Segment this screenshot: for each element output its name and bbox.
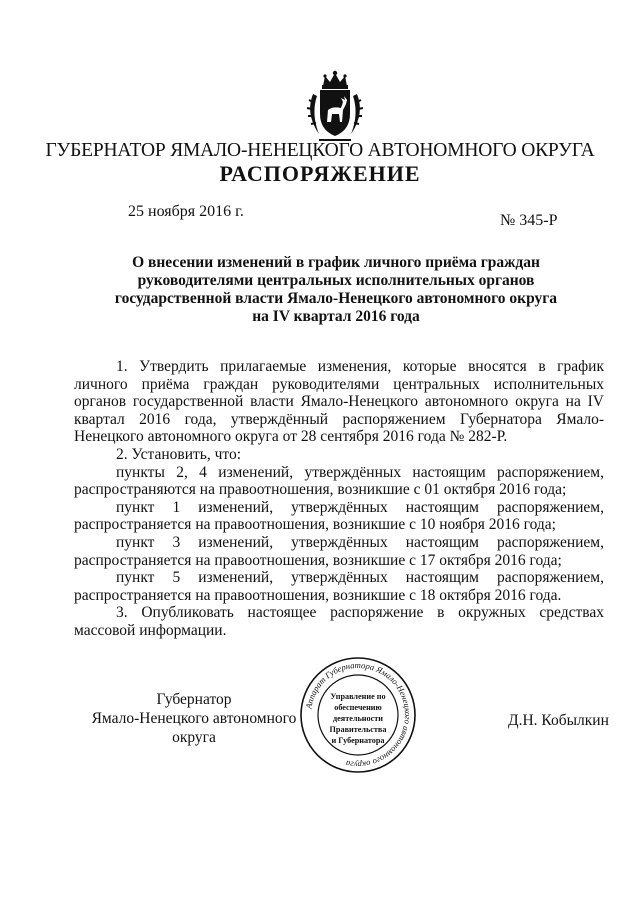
seal-text: и Губернатора (331, 736, 385, 745)
document-type: РАСПОРЯЖЕНИЕ (219, 161, 421, 186)
paragraph: 1. Утвердить прилагаемые изменения, которые вносятся в график личного приёма граждан руководителями центральных исполнительных органов государственной власти Ямало-Ненецкого автономного округа на IV квартал 2016 года, утверждённый распоряжением Губернатора Ямало-Ненецкого автономного округа от 28 сентября 2016 года № 282-Р. (74, 358, 604, 446)
signatory-name: Д.Н. Кобылкин (508, 712, 609, 729)
document-date: 25 ноября 2016 г. (128, 203, 244, 220)
title-line: О внесении изменений в график личного приёма граждан (132, 254, 540, 271)
document-number: № 345-Р (500, 212, 558, 229)
document-title (112, 254, 560, 326)
paragraph: пункт 1 изменений, утверждённых настоящим распоряжением, распространяется на правоотношения, возникшие с 10 ноября 2016 года; (74, 498, 604, 534)
paragraph: пункт 5 изменений, утверждённых настоящим распоряжением, распространяется на правоотношения, возникшие с 18 октября 2016 года. (74, 569, 604, 604)
signatory-position (74, 690, 314, 747)
seal-text: деятельности (333, 714, 383, 723)
seal-text: Управление по (330, 692, 386, 701)
official-seal-icon (298, 655, 418, 775)
paragraph: пункты 2, 4 изменений, утверждённых настоящим распоряжением, распространяются на правоотношения, возникшие с 01 октября 2016 года; (74, 463, 604, 499)
seal-ring-text: Аппарат Губернатора Ямало-Ненецкого автономного округа (303, 659, 414, 771)
title-line: государственной власти Ямало-Ненецкого автономного округа (114, 290, 558, 307)
coat-of-arms-icon (297, 70, 373, 142)
seal-text: Правительства (329, 725, 387, 734)
position-line: Ямало-Ненецкого автономного округа (91, 710, 297, 746)
seal-text: обеспечению (334, 703, 382, 712)
paragraph: 3. Опубликовать настоящее распоряжение в окружных средствах массовой информации. (74, 604, 604, 639)
paragraph: 2. Установить, что: (116, 445, 242, 463)
paragraph: пункт 3 изменений, утверждённых настоящим распоряжением, распространяется на правоотношения, возникшие с 17 октября 2016 года; (74, 533, 604, 569)
document-body (74, 358, 604, 640)
title-line: на IV квартал 2016 года (252, 308, 420, 325)
title-line: руководителями центральных исполнительных органов (137, 272, 535, 289)
position-line: Губернатор (156, 691, 232, 708)
issuing-authority: ГУБЕРНАТОР ЯМАЛО-НЕНЕЦКОГО АВТОНОМНОГО ОКРУГА (45, 140, 595, 161)
